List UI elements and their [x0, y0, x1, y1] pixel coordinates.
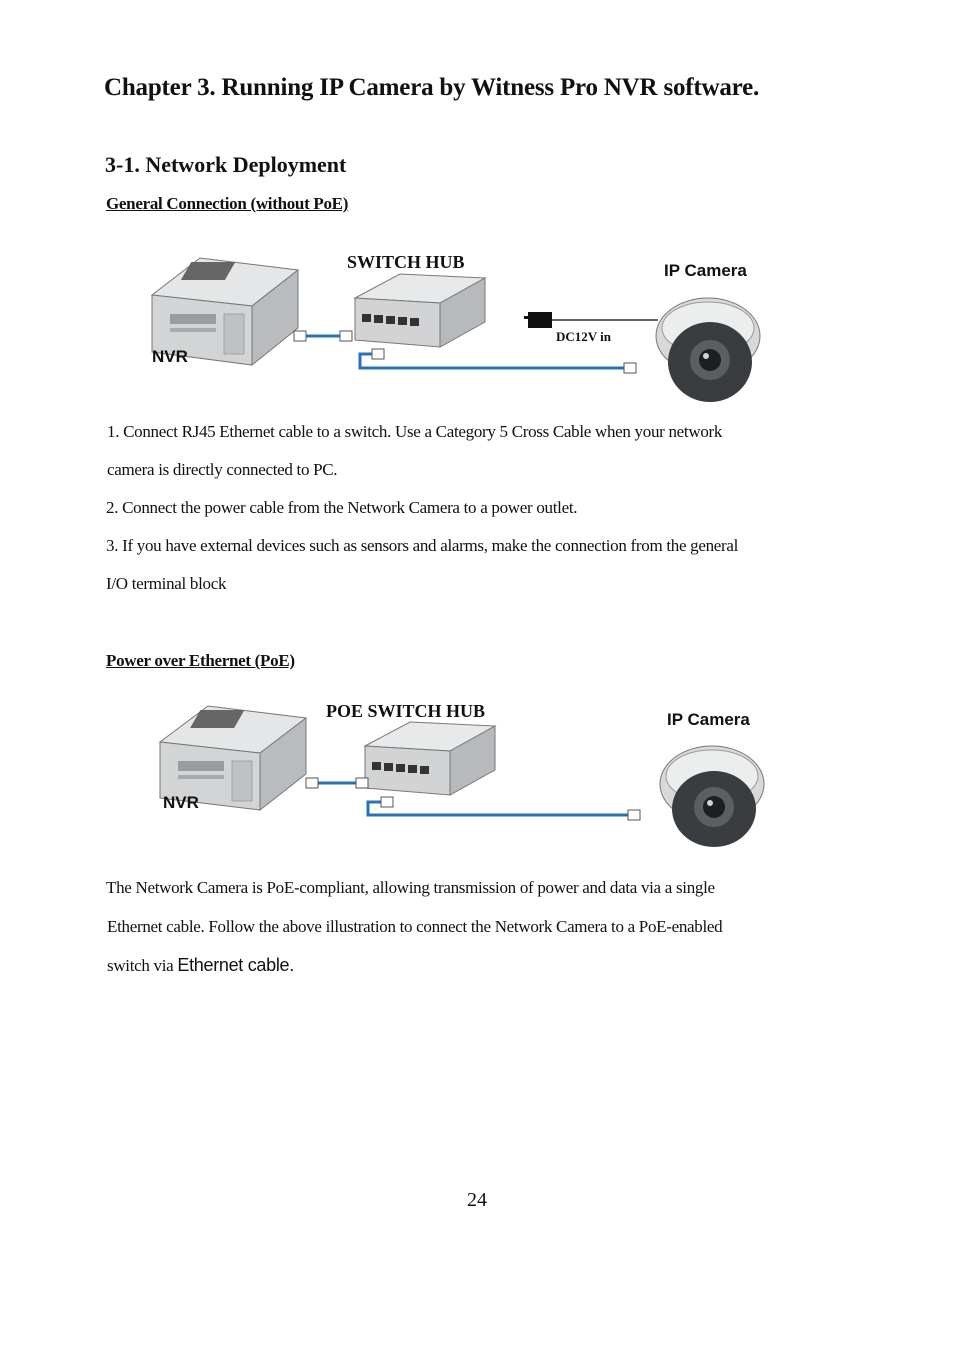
poe-switch-hub-label: POE SWITCH HUB	[326, 701, 486, 721]
ethernet-cable-camera	[360, 354, 624, 368]
poe-connection-diagram	[150, 690, 780, 855]
general-connection-diagram	[140, 240, 780, 410]
poe-switch-hub-icon	[365, 722, 495, 795]
poe-text-line-3-prefix: switch via	[107, 956, 178, 975]
step-3-line-2: I/O terminal block	[106, 574, 227, 593]
poe-text-line-1: The Network Camera is PoE-compliant, allowing transmission of power and data via a single	[106, 878, 715, 897]
ip-camera-label: IP Camera	[664, 261, 747, 280]
nvr-label: NVR	[163, 793, 199, 812]
step-3-line-1: 3. If you have external devices such as sensors and alarms, make the connection from the general	[106, 536, 739, 555]
rj45-connector-icon	[340, 331, 352, 341]
step-2: 2. Connect the power cable from the Network Camera to a power outlet.	[106, 498, 578, 517]
dc12v-label: DC12V in	[556, 329, 612, 344]
switch-hub-label: SWITCH HUB	[347, 252, 465, 272]
page-number: 24	[467, 1189, 487, 1211]
ip-camera-icon	[656, 298, 760, 402]
switch-hub-icon	[355, 274, 485, 347]
rj45-connector-icon	[306, 778, 318, 788]
poe-text-line-2: Ethernet cable. Follow the above illustration to connect the Network Camera to a PoE-enabled	[107, 917, 723, 936]
poe-text-line-3	[107, 955, 294, 976]
general-connection-heading: General Connection (without PoE)	[106, 194, 349, 213]
ip-camera-label: IP Camera	[667, 710, 750, 729]
poe-ethernet-cable	[368, 802, 628, 815]
section-title: 3-1. Network Deployment	[105, 152, 347, 177]
poe-text-line-3-suffix: Ethernet cable.	[177, 955, 294, 975]
rj45-connector-icon	[294, 331, 306, 341]
step-1-line-2: camera is directly connected to PC.	[107, 460, 338, 479]
rj45-connector-icon	[381, 797, 393, 807]
rj45-connector-icon	[628, 810, 640, 820]
power-adapter-icon	[524, 312, 658, 328]
nvr-label: NVR	[152, 347, 188, 366]
poe-heading: Power over Ethernet (PoE)	[106, 651, 295, 670]
ip-camera-icon	[660, 746, 764, 847]
chapter-title: Chapter 3. Running IP Camera by Witness Pro NVR software.	[104, 74, 760, 101]
rj45-connector-icon	[372, 349, 384, 359]
rj45-connector-icon	[624, 363, 636, 373]
rj45-connector-icon	[356, 778, 368, 788]
step-1-line-1: 1. Connect RJ45 Ethernet cable to a switch. Use a Category 5 Cross Cable when your network	[107, 422, 723, 441]
